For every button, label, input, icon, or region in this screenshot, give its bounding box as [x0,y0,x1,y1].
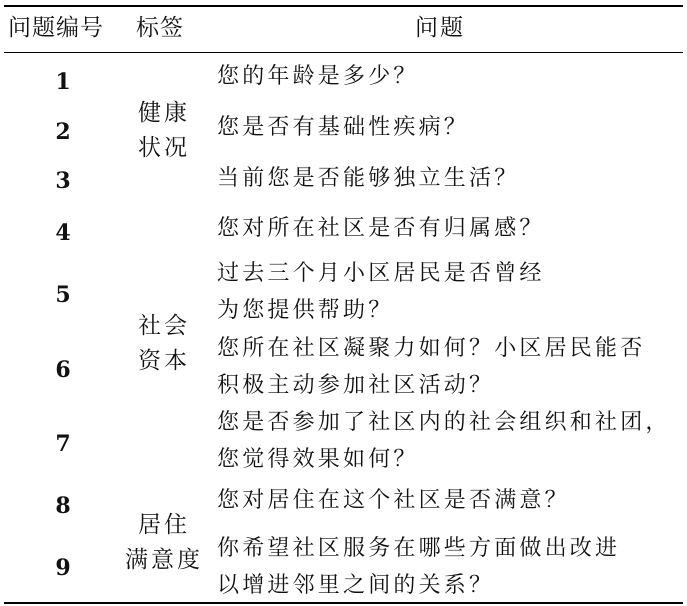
group-label-social-line1: 社会 [138,313,190,339]
row-5-question-line1: 过去三个月小区居民是否曾经 [217,261,545,286]
row-7-question-line2: 您觉得效果如何？ [217,447,419,472]
row-8-id: 8 [55,493,71,519]
header-tag: 标签 [136,15,184,41]
group-label-health [122,96,206,166]
row-1-question [217,58,683,95]
row-9-id: 9 [55,555,71,581]
row-6-id: 6 [55,357,71,383]
row-8-question-line1: 您对居住在这个社区是否满意？ [217,488,570,513]
row-6-question-line2: 积极主动参加社区活动？ [217,373,495,398]
row-1-question-line1: 您的年龄是多少？ [217,64,419,89]
row-4-question [217,210,683,247]
row-5-question-line2: 为您提供帮助？ [217,298,394,323]
table-header-rule [4,52,683,53]
row-6-question [217,330,683,404]
header-question: 问题 [415,15,465,41]
row-4-id: 4 [55,220,71,246]
row-5-question [217,255,683,329]
table-top-rule [4,5,683,7]
row-3-question [217,160,683,197]
row-1-id: 1 [55,69,71,95]
group-label-satisfaction [122,508,206,578]
row-6-question-line1: 您所在社区凝聚力如何？小区居民能否 [217,336,646,361]
row-7-question [217,404,683,478]
row-2-question-line1: 您是否有基础性疾病？ [217,115,470,140]
row-2-question [217,109,683,146]
group-label-satisfaction-line1: 居住 [138,512,190,538]
row-7-id: 7 [55,431,71,457]
group-label-satisfaction-line2: 满意度 [125,547,203,573]
row-7-question-line1: 您是否参加了社区内的社会组织和社团， [217,410,671,435]
row-9-question-line1: 你希望社区服务在哪些方面做出改进 [217,536,621,561]
group-label-health-line1: 健康 [138,100,190,126]
group-label-health-line2: 状况 [138,135,190,161]
row-4-question-line1: 您对所在社区是否有归属感？ [217,216,545,241]
row-8-question [217,482,683,519]
row-9-question [217,530,683,604]
row-3-id: 3 [55,168,71,194]
group-label-social [122,309,206,379]
row-9-question-line2: 以增进邻里之间的关系？ [217,573,495,598]
row-3-question-line1: 当前您是否能够独立生活？ [217,166,520,191]
header-question-id: 问题编号 [8,15,104,41]
row-2-id: 2 [55,119,71,145]
row-5-id: 5 [55,282,71,308]
group-label-social-line2: 资本 [138,348,190,374]
